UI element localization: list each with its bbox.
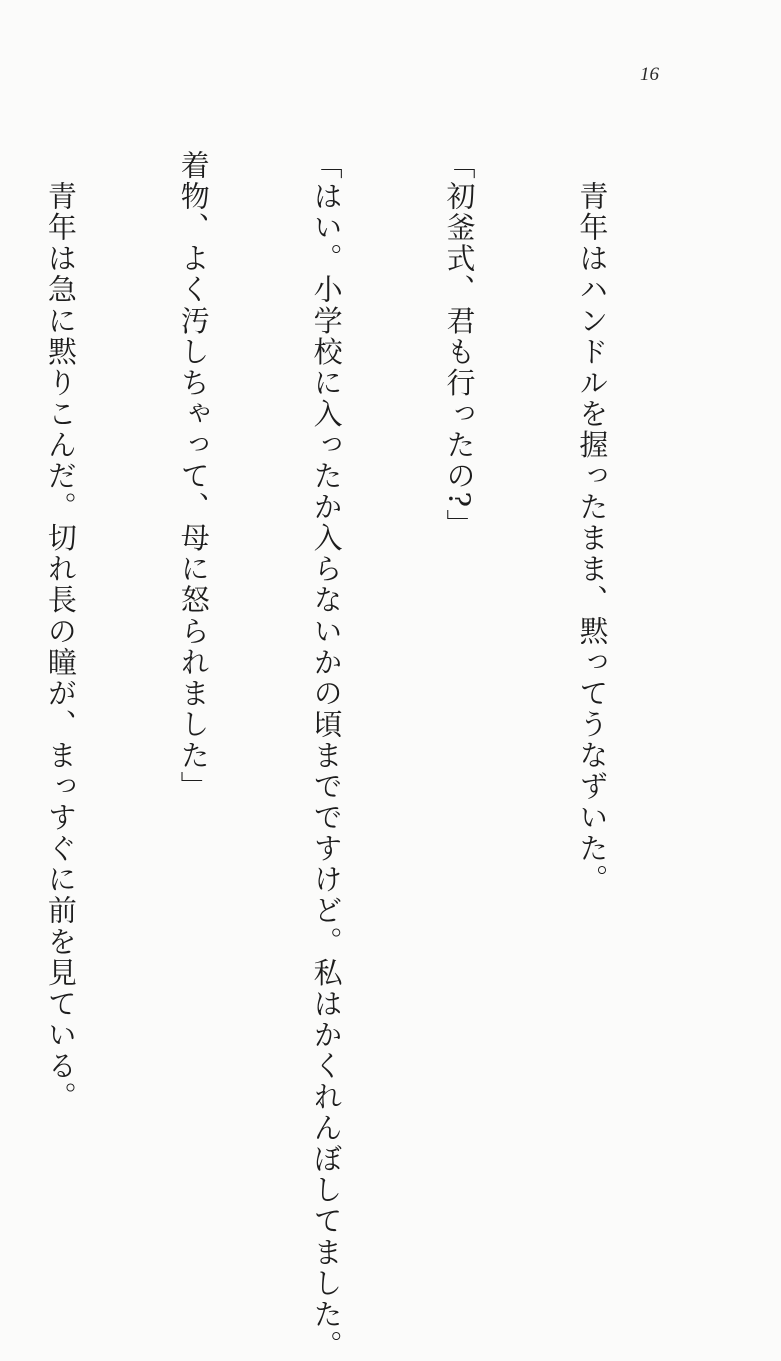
text-line: 青年はハンドルを握ったまま、黙ってうなずいた。 — [575, 150, 610, 896]
text-line: 青年は急に黙りこんだ。切れ長の瞳が、まっすぐに前を見ている。 — [43, 150, 78, 1113]
text-line: 着物、よく汚しちゃって、母に怒られました」 — [176, 150, 211, 803]
text-line: 「初釜式、君も行ったの?」 — [442, 150, 477, 541]
body-text — [43, 150, 703, 1361]
text-line: 「はい。小学校に入ったか入らないかの頃までですけど。私はかくれんぼしてました。 — [309, 150, 344, 1361]
page-number: 16 — [640, 64, 659, 85]
